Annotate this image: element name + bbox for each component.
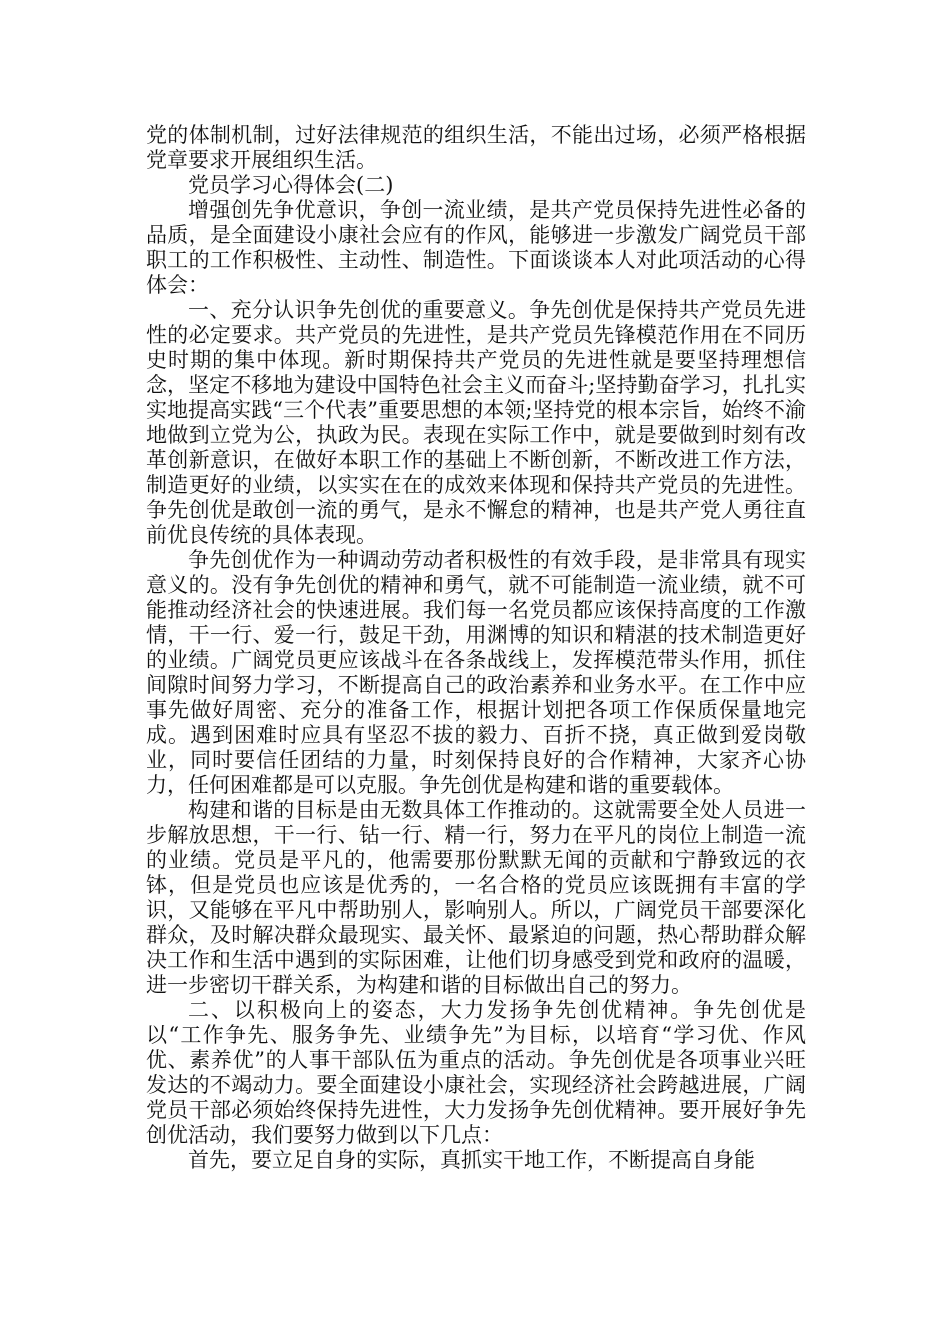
paragraph-motivation: 争先创优作为一种调动劳动者积极性的有效手段，是非常具有现实意义的。没有争先创优的精神和勇气，就不可能制造一流业绩，就不可能推动经济社会的快速进展。我们每一名党员都应该保持高度的工作激情，干一行、爱一行，鼓足干劲，用渊博的知识和精湛的技术制造更好的业绩。广阔党员更应该战斗在各条战线上，发挥模范带头作用，抓住间隙时间努力学习，不断提高自己的政治素养和业务水平。在工作中应事先做好周密、充分的准备工作，根据计划把各项工作保质保量地完成。遇到困难时应具有坚忍不拔的毅力、百折不挠，真正做到爱岗敬业，同时要信任团结的力量，时刻保持良好的合作精神，大家齐心协力，任何困难都是可以克服。争先创优是构建和谐的重要载体。 [146, 548, 806, 797]
paragraph-intro: 增强创先争优意识，争创一流业绩，是共产党员保持先进性必备的品质，是全面建设小康社会应有的作风，能够进一步激发广阔党员干部职工的工作积极性、主动性、制造性。下面谈谈本人对此项活动的心得体会： [146, 198, 806, 297]
document-body [146, 123, 806, 1173]
paragraph-first-step: 首先，要立足自身的实际，真抓实干地工作，不断提高自身能 [188, 1148, 755, 1172]
paragraph-harmony: 构建和谐的目标是由无数具体工作推动的。这就需要全处人员进一步解放思想，干一行、钻一行、精一行，努力在平凡的岗位上制造一流的业绩。党员是平凡的，他需要那份默默无闻的贡献和宁静致远的衣钵，但是党员也应该是优秀的，一名合格的党员应该既拥有丰富的学识，又能够在平凡中帮助别人，影响别人。所以，广阔党员干部要深化群众，及时解决群众最现实、最关怀、最紧迫的问题，热心帮助群众解决工作和生活中遇到的实际困难，让他们切身感受到党和政府的温暖，进一步密切干群关系，为构建和谐的目标做出自己的努力。 [146, 798, 806, 997]
paragraph-continuation: 党的体制机制，过好法律规范的组织生活，不能出过场，必须严格根据党章要求开展组织生活。 [146, 123, 806, 172]
section-heading: 党员学习心得体会(二) [188, 173, 394, 197]
paragraph-point-one: 一、充分认识争先创优的重要意义。争先创优是保持共产党员先进性的必定要求。共产党员的先进性，是共产党员先锋模范作用在不同历史时期的集中体现。新时期保持共产党员的先进性就是要坚持理想信念，坚定不移地为建设中国特色社会主义而奋斗;坚持勤奋学习，扎扎实实地提高实践“三个代表”重要思想的本领;坚持党的根本宗旨，始终不渝地做到立党为公，执政为民。表现在实际工作中，就是要做到时刻有改革创新意识，在做好本职工作的基础上不断创新，不断改进工作方法，制造更好的业绩，以实实在在的成效来体现和保持共产党员的先进性。争先创优是敢创一流的勇气，是永不懈怠的精神，也是共产党人勇往直前优良传统的具体表现。 [146, 298, 806, 547]
paragraph-point-two: 二、以积极向上的姿态，大力发扬争先创优精神。争先创优是以“工作争先、服务争先、业绩争先”为目标，以培育“学习优、作风优、素养优”的人事干部队伍为重点的活动。争先创优是各项事业兴旺发达的不竭动力。要全面建设小康社会，实现经济社会跨越进展，广阔党员干部必须始终保持先进性，大力发扬争先创优精神。要开展好争先创优活动，我们要努力做到以下几点： [146, 998, 806, 1147]
